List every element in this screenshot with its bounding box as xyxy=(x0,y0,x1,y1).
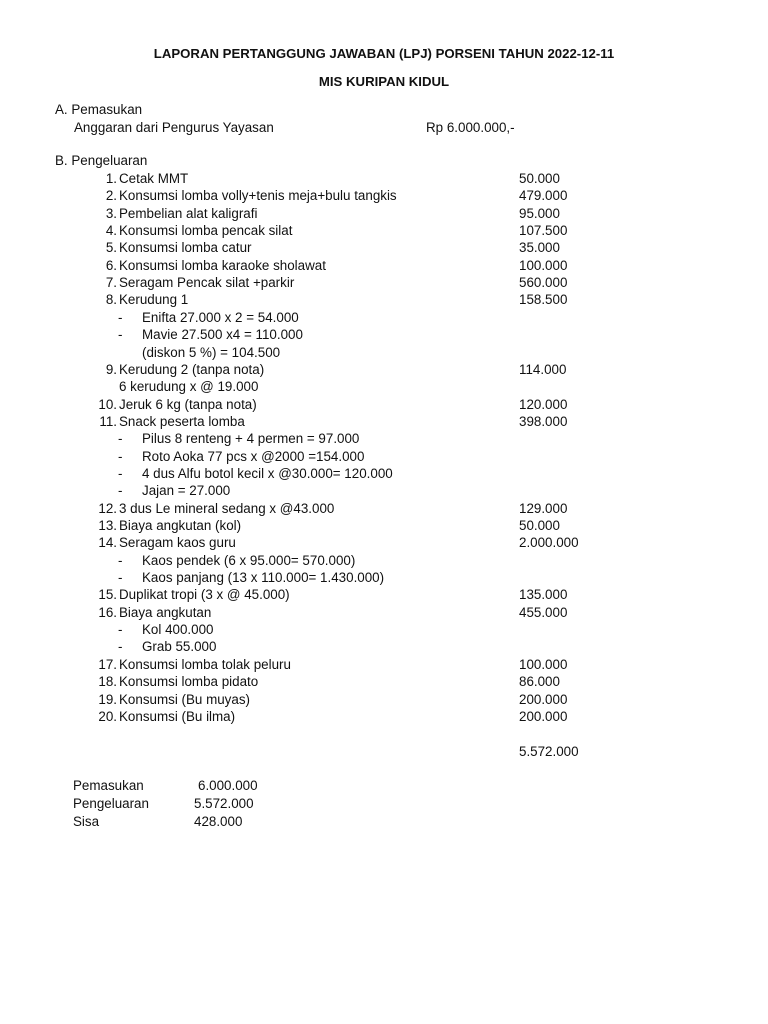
expense-item-number: 18. xyxy=(98,674,117,690)
sub-item-label: Roto Aoka 77 pcs x @2000 =154.000 xyxy=(142,448,365,464)
section-a-heading: A. Pemasukan xyxy=(55,102,143,117)
expense-item-number: 17. xyxy=(98,656,117,672)
sub-item-bullet: - xyxy=(118,483,123,499)
sub-item-bullet: - xyxy=(118,570,123,586)
expense-item-label: Snack peserta lomba xyxy=(119,413,245,429)
expense-item-number: 12. xyxy=(98,500,117,516)
sub-item-bullet: - xyxy=(118,465,123,481)
expense-item-number: 9. xyxy=(105,361,117,377)
expense-item-label: Biaya angkutan xyxy=(119,604,212,620)
expense-item-amount: 107.500 xyxy=(519,223,568,239)
expense-item-amount: 86.000 xyxy=(519,674,560,690)
expense-item-label: Cetak MMT xyxy=(119,171,189,186)
sub-item-label: 4 dus Alfu botol kecil x @30.000= 120.000 xyxy=(142,465,393,481)
expense-item-amount: 158.500 xyxy=(519,292,568,308)
expense-item-amount: 200.000 xyxy=(519,708,568,724)
sub-item-label: Kaos pendek (6 x 95.000= 570.000) xyxy=(142,552,356,568)
sub-item-label: Mavie 27.500 x4 = 110.000 xyxy=(142,327,303,343)
expense-item-label: Seragam Pencak silat +parkir xyxy=(119,275,295,291)
expense-item-label: Seragam kaos guru xyxy=(119,535,236,551)
expense-item-number: 20. xyxy=(98,708,117,724)
expense-item-number: 14. xyxy=(98,535,117,551)
section-b-heading: B. Pengeluaran xyxy=(55,153,148,168)
expense-item-number: 7. xyxy=(105,275,117,291)
expense-item-number: 5. xyxy=(105,240,117,256)
expense-item-label: Kerudung 2 (tanpa nota) xyxy=(119,361,265,377)
expense-item-number: 4. xyxy=(105,223,117,239)
expense-item-label: Konsumsi lomba karaoke sholawat xyxy=(119,257,326,273)
summary-value: 6.000.000 xyxy=(198,778,258,793)
sub-item-label: Kol 400.000 xyxy=(142,622,214,638)
expense-item-number: 6. xyxy=(105,257,117,273)
expense-item-label: Konsumsi (Bu ilma) xyxy=(119,708,236,724)
expense-item-amount: 50.000 xyxy=(519,518,560,533)
sub-item-bullet: - xyxy=(118,639,123,655)
expense-item-number: 10. xyxy=(98,396,117,412)
expense-total: 5.572.000 xyxy=(519,744,579,759)
expense-item-label: Jeruk 6 kg (tanpa nota) xyxy=(119,396,257,412)
expense-item-number: 1. xyxy=(105,171,117,186)
report-title: LAPORAN PERTANGGUNG JAWABAN (LPJ) PORSENI TAHUN 2022-12-11 xyxy=(153,46,615,61)
expense-item-label: Konsumsi lomba catur xyxy=(119,240,252,256)
expense-item-amount: 135.000 xyxy=(519,587,568,603)
report-subtitle: MIS KURIPAN KIDUL xyxy=(318,74,450,89)
summary-value: 428.000 xyxy=(194,814,243,829)
expense-item-number: 3. xyxy=(105,205,117,221)
sub-item-label: Kaos panjang (13 x 110.000= 1.430.000) xyxy=(142,570,385,586)
sub-item-bullet: - xyxy=(118,309,123,325)
expense-item-amount: 120.000 xyxy=(519,396,568,412)
income-label: Anggaran dari Pengurus Yayasan xyxy=(74,120,274,135)
sub-item-label: Pilus 8 renteng + 4 permen = 97.000 xyxy=(142,431,360,447)
income-amount: Rp 6.000.000,- xyxy=(426,120,515,135)
sub-item-bullet: - xyxy=(118,552,123,568)
expense-item-amount: 200.000 xyxy=(519,691,568,707)
expense-item-label: Konsumsi lomba pencak silat xyxy=(119,223,293,239)
expense-item-label: Konsumsi (Bu muyas) xyxy=(119,691,250,707)
sub-item-bullet: - xyxy=(118,431,123,447)
expense-item-label: Pembelian alat kaligrafi xyxy=(119,205,258,221)
sub-item-bullet: - xyxy=(118,622,123,638)
expense-item-number: 2. xyxy=(105,188,117,204)
sub-item-label: Enifta 27.000 x 2 = 54.000 xyxy=(142,309,299,325)
expense-item-number: 11. xyxy=(99,413,117,429)
sub-item-label: Jajan = 27.000 xyxy=(142,483,231,499)
expense-item-number: 13. xyxy=(98,518,117,533)
expense-item-amount: 114.000 xyxy=(519,361,567,377)
summary-label: Pengeluaran xyxy=(73,796,149,811)
sub-item-bullet: - xyxy=(118,448,123,464)
sub-item-label: 6 kerudung x @ 19.000 xyxy=(119,379,259,395)
expense-item-label: Biaya angkutan (kol) xyxy=(119,518,242,533)
sub-item-label: (diskon 5 %) = 104.500 xyxy=(142,344,281,360)
expense-item-amount: 455.000 xyxy=(519,604,568,620)
sub-item-label: Grab 55.000 xyxy=(142,639,217,655)
expense-item-amount: 100.000 xyxy=(519,656,568,672)
expense-item-amount: 479.000 xyxy=(519,188,568,204)
expense-item-amount: 560.000 xyxy=(519,275,568,291)
expense-item-amount: 35.000 xyxy=(519,240,560,256)
summary-label: Pemasukan xyxy=(73,778,144,793)
expense-item-number: 19. xyxy=(98,691,117,707)
expense-item-amount: 100.000 xyxy=(519,257,568,273)
expense-item-label: Konsumsi lomba tolak peluru xyxy=(119,656,291,672)
expense-item-label: Duplikat tropi (3 x @ 45.000) xyxy=(119,587,290,603)
expense-item-number: 16. xyxy=(98,604,117,620)
expense-item-label: Konsumsi lomba pidato xyxy=(119,674,259,690)
expense-item-label: Kerudung 1 xyxy=(119,292,189,308)
summary-value: 5.572.000 xyxy=(194,796,254,811)
expense-item-number: 15. xyxy=(98,587,117,603)
expense-item-amount: 398.000 xyxy=(519,413,568,429)
expense-item-number: 8. xyxy=(105,292,117,308)
expense-item-amount: 50.000 xyxy=(519,171,560,186)
expense-item-label: 3 dus Le mineral sedang x @43.000 xyxy=(119,500,335,516)
expense-item-amount: 2.000.000 xyxy=(519,535,579,551)
sub-item-bullet: - xyxy=(118,327,123,343)
expense-item-amount: 129.000 xyxy=(519,500,568,516)
expense-item-amount: 95.000 xyxy=(519,205,560,221)
expense-item-label: Konsumsi lomba volly+tenis meja+bulu tangkis xyxy=(119,188,397,204)
summary-label: Sisa xyxy=(73,814,100,829)
